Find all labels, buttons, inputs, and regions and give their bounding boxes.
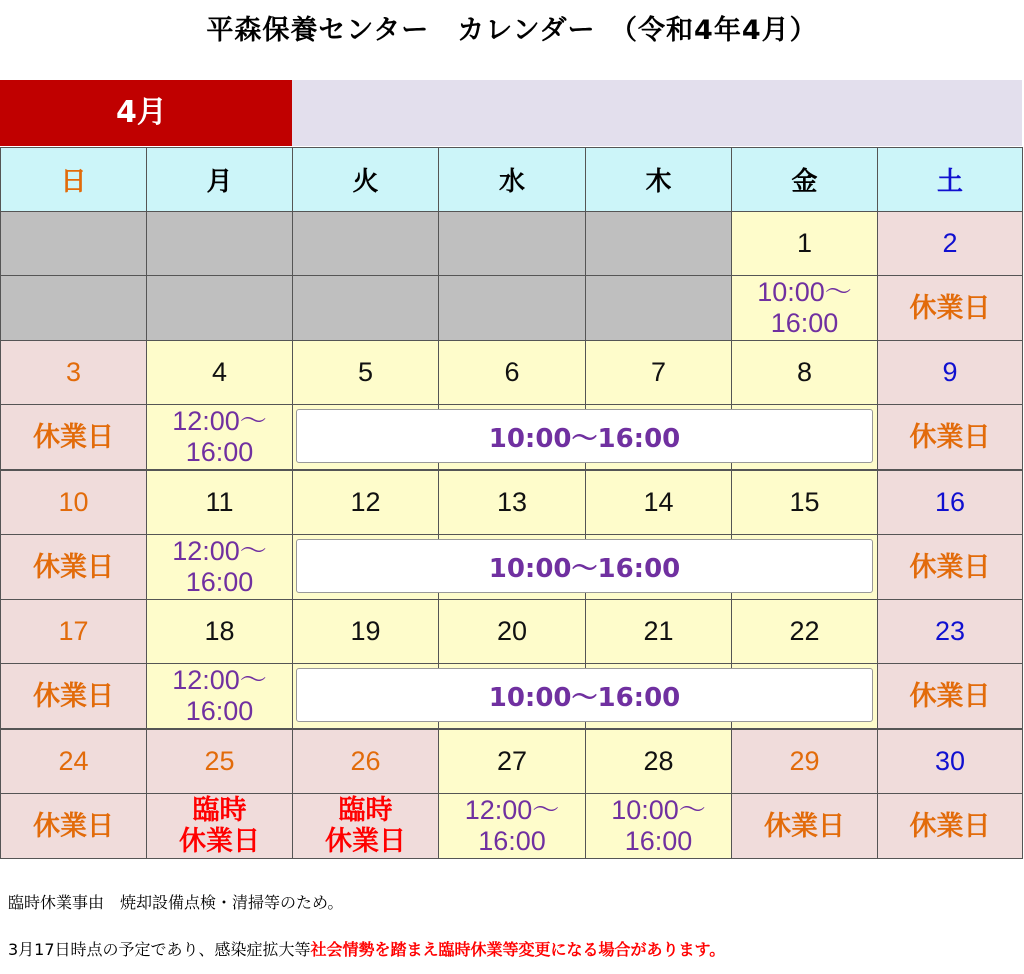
weekday-header: 木 (585, 147, 732, 212)
day-hours: 休業日 (731, 793, 878, 859)
day-hours: 休業日 (877, 404, 1023, 470)
weekday-header: 日 (0, 147, 147, 212)
day-hours: 休業日 (877, 275, 1023, 341)
day-number: 2 (877, 211, 1023, 276)
weekday-header: 月 (146, 147, 293, 212)
day-number: 15 (731, 470, 878, 535)
day-number: 18 (146, 599, 293, 664)
calendar-grid (0, 147, 1024, 861)
hours-banner: 10:00～16:00 (296, 539, 873, 593)
day-hours (0, 275, 147, 341)
day-number (585, 211, 732, 276)
day-number (292, 211, 439, 276)
day-number: 28 (585, 729, 732, 794)
day-hours: 12:00～ 16:00 (146, 663, 293, 729)
day-hours (292, 275, 439, 341)
day-number: 9 (877, 340, 1023, 405)
day-hours (146, 275, 293, 341)
hours-banner: 10:00～16:00 (296, 409, 873, 463)
day-number: 16 (877, 470, 1023, 535)
day-number: 26 (292, 729, 439, 794)
month-label: 4月 (0, 80, 292, 146)
day-hours: 12:00～ 16:00 (438, 793, 586, 859)
day-hours: 臨時 休業日 (146, 793, 293, 859)
page-title: 平森保養センター カレンダー （令和4年4月） (206, 15, 818, 46)
day-number: 8 (731, 340, 878, 405)
day-number: 20 (438, 599, 586, 664)
day-hours: 12:00～ 16:00 (146, 534, 293, 600)
weekday-header: 土 (877, 147, 1023, 212)
day-hours: 休業日 (877, 534, 1023, 600)
day-number: 23 (877, 599, 1023, 664)
day-hours: 10:00～ 16:00 (585, 793, 732, 859)
day-number: 14 (585, 470, 732, 535)
hours-banner: 10:00～16:00 (296, 668, 873, 722)
day-number: 27 (438, 729, 586, 794)
day-hours: 休業日 (0, 534, 147, 600)
notice-emphasis: 社会情勢を踏まえ臨時休業等変更になる場合があります。 (310, 940, 726, 959)
day-number: 22 (731, 599, 878, 664)
day-number: 12 (292, 470, 439, 535)
day-hours: 12:00～ 16:00 (146, 404, 293, 470)
weekday-header: 火 (292, 147, 439, 212)
day-number: 29 (731, 729, 878, 794)
day-hours (438, 275, 586, 341)
schedule-notice (8, 937, 725, 960)
day-number: 19 (292, 599, 439, 664)
day-number (146, 211, 293, 276)
day-number (438, 211, 586, 276)
weekday-header: 水 (438, 147, 586, 212)
day-hours (585, 275, 732, 341)
weekday-header: 金 (731, 147, 878, 212)
day-number: 13 (438, 470, 586, 535)
closure-reason: 臨時休業事由 焼却設備点検・清掃等のため。 (8, 893, 344, 912)
day-number: 10 (0, 470, 147, 535)
day-hours: 臨時 休業日 (292, 793, 439, 859)
day-hours: 休業日 (0, 793, 147, 859)
day-hours: 休業日 (877, 663, 1023, 729)
notice-text: 3月17日時点の予定であり、感染症拡大等 (8, 940, 311, 959)
day-number: 17 (0, 599, 147, 664)
day-hours: 休業日 (0, 404, 147, 470)
day-hours: 休業日 (0, 663, 147, 729)
day-number: 5 (292, 340, 439, 405)
day-number: 7 (585, 340, 732, 405)
day-number: 11 (146, 470, 293, 535)
day-hours: 休業日 (877, 793, 1023, 859)
day-number: 21 (585, 599, 732, 664)
day-number: 1 (731, 211, 878, 276)
month-bar (0, 80, 1022, 146)
day-number: 6 (438, 340, 586, 405)
day-number: 30 (877, 729, 1023, 794)
day-number: 24 (0, 729, 147, 794)
day-number (0, 211, 147, 276)
day-hours: 10:00～ 16:00 (731, 275, 878, 341)
day-number: 4 (146, 340, 293, 405)
day-number: 25 (146, 729, 293, 794)
day-number: 3 (0, 340, 147, 405)
